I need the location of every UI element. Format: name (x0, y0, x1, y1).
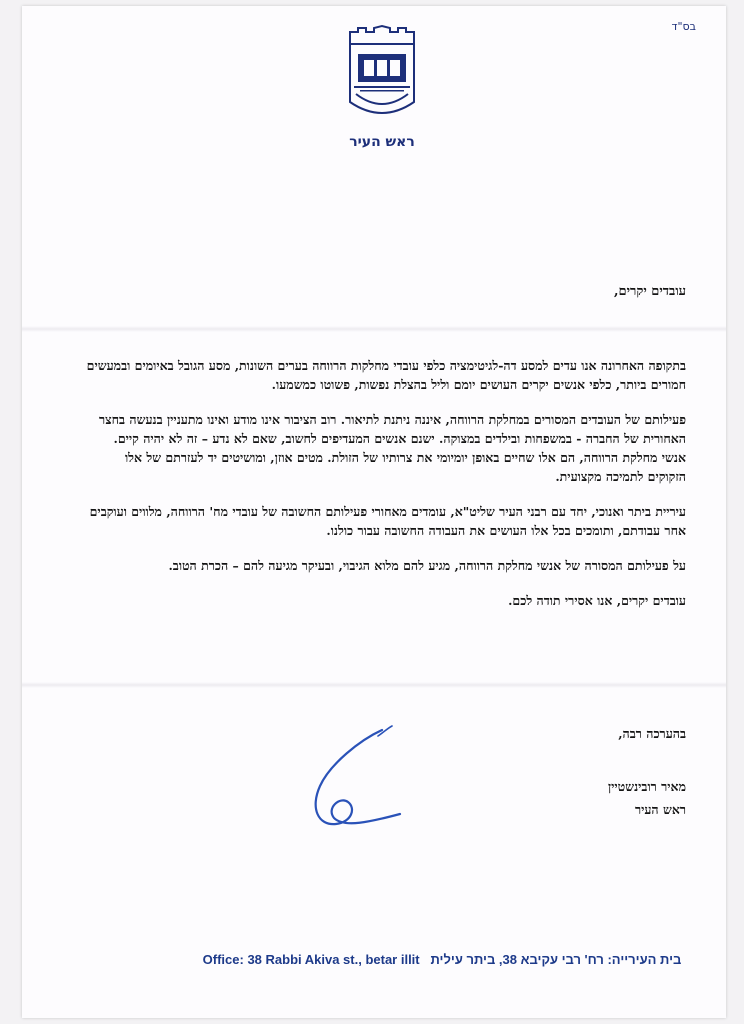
city-crest-icon (344, 24, 420, 130)
closing-block (486, 724, 686, 829)
address-english: Office: 38 Rabbi Akiva st., betar illit (202, 952, 420, 967)
paragraph: בתקופה האחרונה אנו עדים למסע דה-לגיטימציה כלפי עובדי מחלקות הרווחה בערים השונות, מסע הגובל באיומים ובמעשים חמורים ביותר, כלפי אנשים יקרים העושים יומם וליל בהצלת נפשות, פשוטו כמשמעו. (86, 358, 686, 392)
paragraph: על פעילותם המסורה של אנשי מחלקת הרווחה, מגיע להם מלוא הגיבוי, ובעיקר מגיעה להם – הכרת הטוב. (168, 558, 686, 573)
paragraph: פעילותם של העובדים המסורים במחלקת הרווחה, איננה ניתנת לתיאור. רוב הציבור אינו מודע ואינו מתעניין בנעשה בחצר האחורית של החברה - במשפחות ובילדים במצוקה. ישנם אנשים המעדיפים לחשוב, שאם לא נדע – זה לא יהיה קיים. אנשי מחלקת הרווחה, הם אלו שחיים באופן יומיומי את צרותיו של הזולת. מטים אוזן, ומושיטים יד לעזרתם של אלו הזקוקים לתמיכה מקצועית. (98, 412, 686, 484)
closing-phrase: בהערכה רבה, (618, 726, 686, 741)
signer-title: ראש העיר (634, 802, 686, 817)
fold-line (22, 326, 726, 332)
letter-page (22, 6, 726, 1018)
signer-name: מאיר רובינשטיין (607, 779, 686, 794)
fold-line (22, 682, 726, 688)
paragraph: עובדים יקרים, אנו אסירי תודה לכם. (508, 593, 686, 608)
letter-body (86, 356, 686, 626)
bsd-mark: בס"ד (671, 20, 696, 33)
letter-greeting: עובדים יקרים, (613, 284, 686, 299)
handwritten-signature (290, 722, 410, 832)
mayor-title: ראש העיר (349, 134, 415, 150)
office-address (192, 952, 692, 967)
paragraph: עיריית ביתר ואנוכי, יחד עם רבני העיר שליט"א, עומדים מאחורי פעילותם החשובה של עובדי מח' הרווחה, מלווים ועוקבים אחר עבודתם, ותומכים בכל אלו העושים את העבודה החשובה עבור כולנו. (89, 504, 686, 538)
address-hebrew: בית העירייה: רח' רבי עקיבא 38, ביתר עילית (430, 952, 682, 967)
